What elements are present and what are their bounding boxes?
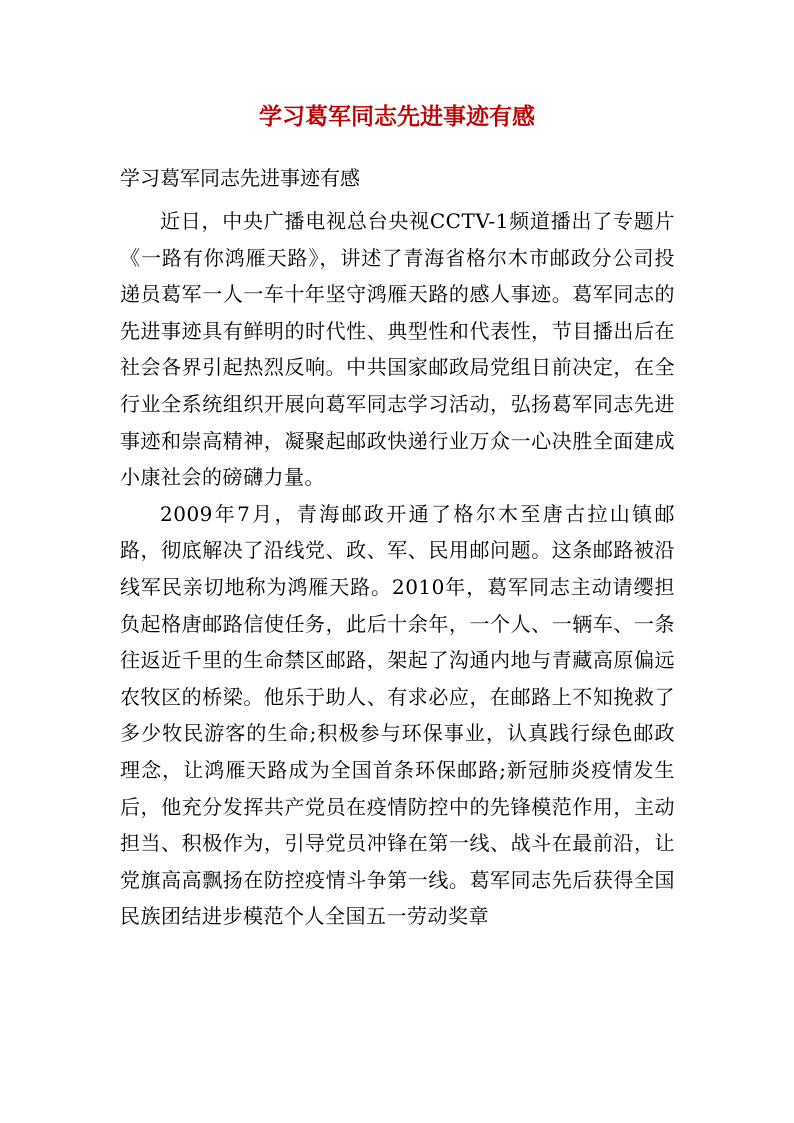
document-subtitle: 学习葛军同志先进事迹有感 — [120, 166, 360, 190]
paragraph-intro: 近日，中央广播电视总台央视CCTV-1频道播出了专题片《一路有你鸿雁天路》，讲述了青海省格尔木市邮政分公司投递员葛军一人一车十年坚守鸿雁天路的感人事迹。葛军同志的先进事迹具有鲜明的时代性、典型性和代表性，节目播出后在社会各界引起热烈反响。中共国家邮政局党组日前决定，在全行业全系统组织开展向葛军同志学习活动，弘扬葛军同志先进事迹和崇高精神，凝聚起邮政快递行业万众一心决胜全面建成小康社会的磅礴力量。 — [120, 209, 675, 490]
document-body — [120, 203, 675, 935]
paragraph-history: 2009年7月，青海邮政开通了格尔木至唐古拉山镇邮路，彻底解决了沿线党、政、军、民用邮问题。这条邮路被沿线军民亲切地称为鸿雁天路。2010年，葛军同志主动请缨担负起格唐邮路信使任务，此后十余年，一个人、一辆车、一条往返近千里的生命禁区邮路，架起了沟通内地与青藏高原偏远农牧区的桥梁。他乐于助人、有求必应，在邮路上不知挽救了多少牧民游客的生命;积极参与环保事业，认真践行绿色邮政理念，让鸿雁天路成为全国首条环保邮路;新冠肺炎疫情发生后，他充分发挥共产党员在疫情防控中的先锋模范作用，主动担当、积极作为，引导党员冲锋在第一线、战斗在最前沿，让党旗高高飘扬在防控疫情斗争第一线。葛军同志先后获得全国民族团结进步模范个人全国五一劳动奖章 — [120, 501, 675, 929]
document-title: 学习葛军同志先进事迹有感 — [259, 103, 535, 130]
